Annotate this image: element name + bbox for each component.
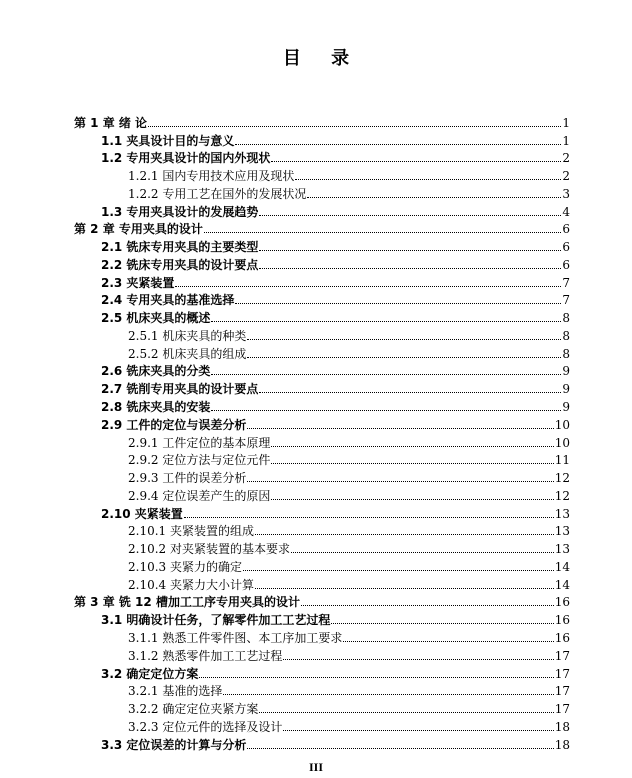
toc-entry[interactable] (74, 503, 570, 521)
toc-entry-label: 3.2.3 定位元件的选择及设计 (128, 719, 283, 734)
dot-leader (271, 499, 553, 500)
toc-entry-label: 3.1.2 熟悉零件加工工艺过程 (128, 648, 283, 663)
toc-entry-label: 2.1 铣床专用夹具的主要类型 (101, 240, 259, 255)
toc-entry-label: 1.2.2 专用工艺在国外的发展状况 (128, 186, 307, 201)
toc-entry-page-number: 18 (554, 719, 570, 734)
toc-entry[interactable] (74, 165, 570, 183)
toc-entry-page-number: 13 (554, 524, 570, 539)
toc-entry-label: 2.9.4 定位误差产生的原因 (128, 488, 271, 503)
toc-entry-label: 2.9 工件的定位与误差分析 (101, 417, 247, 432)
toc-entry[interactable] (74, 325, 570, 343)
toc-entry-page-number: 16 (554, 630, 570, 645)
toc-entry-page-number: 17 (554, 684, 570, 699)
toc-entry-page-number: 7 (562, 275, 570, 290)
toc-entry-label: 3.2 确定定位方案 (101, 666, 199, 681)
toc-entry-page-number: 1 (562, 133, 570, 148)
dot-leader (271, 446, 553, 447)
toc-entry[interactable] (74, 716, 570, 734)
toc-entry-label: 3.1 明确设计任务，了解零件加工工艺过程 (101, 613, 331, 628)
toc-entry[interactable] (74, 343, 570, 361)
toc-entry-page-number: 18 (554, 737, 570, 752)
toc-entry-page-number: 9 (562, 364, 570, 379)
toc-entry-page-number: 8 (562, 328, 570, 343)
toc-entry-label: 2.9.1 工件定位的基本原理 (128, 435, 271, 450)
toc-entry[interactable] (74, 361, 570, 379)
dot-leader (148, 126, 561, 127)
dot-leader (259, 215, 561, 216)
toc-entry-page-number: 7 (562, 293, 570, 308)
toc-entry-label: 3.1.1 熟悉工件零件图、本工序加工要求 (128, 630, 343, 645)
toc-entry-label: 2.10.2 对夹紧装置的基本要求 (128, 542, 290, 557)
toc-entry-label: 1.3 专用夹具设计的发展趋势 (101, 204, 259, 219)
toc-entry-label: 2.9.2 定位方法与定位元件 (128, 453, 271, 468)
toc-entry-page-number: 12 (554, 488, 570, 503)
toc-entry-page-number: 17 (554, 702, 570, 717)
toc-entry-label: 第 2 章 专用夹具的设计 (74, 222, 203, 237)
toc-entry-label: 1.2.1 国内专用技术应用及现状 (128, 169, 295, 184)
toc-entry-page-number: 17 (554, 666, 570, 681)
toc-entry-label: 2.7 铣削专用夹具的设计要点 (101, 382, 259, 397)
toc-entry-page-number: 10 (554, 417, 570, 432)
toc-entry[interactable] (74, 414, 570, 432)
toc-entry-page-number: 14 (554, 559, 570, 574)
toc-entry-label: 2.10.4 夹紧力大小计算 (128, 577, 254, 592)
dot-leader (235, 144, 561, 145)
dot-leader (247, 357, 561, 358)
toc-entry-page-number: 4 (562, 204, 570, 219)
toc-entry[interactable] (74, 432, 570, 450)
dot-leader (175, 286, 561, 287)
toc-entry[interactable] (74, 521, 570, 539)
toc-entry[interactable] (74, 130, 570, 148)
dot-leader (259, 268, 561, 269)
toc-entry-label: 2.6 铣床夹具的分类 (101, 364, 211, 379)
dot-leader (223, 694, 553, 695)
toc-entry-page-number: 2 (562, 151, 570, 166)
dot-leader (211, 410, 561, 411)
toc-entry-label: 2.5 机床夹具的概述 (101, 311, 211, 326)
toc-entry[interactable] (74, 485, 570, 503)
toc-entry-label: 2.3 夹紧装置 (101, 275, 175, 290)
toc-entry-label: 第 3 章 铣 12 槽加工工序专用夹具的设计 (74, 595, 300, 610)
toc-entry-page-number: 14 (554, 577, 570, 592)
dot-leader (247, 481, 553, 482)
toc-entry-page-number: 16 (554, 613, 570, 628)
toc-entry[interactable] (74, 290, 570, 308)
dot-leader (255, 534, 554, 535)
dot-leader (211, 321, 561, 322)
toc-entry[interactable] (74, 219, 570, 237)
toc-entry-label: 2.10.3 夹紧力的确定 (128, 559, 242, 574)
toc-entry-page-number: 11 (554, 453, 570, 468)
toc-entry[interactable] (74, 663, 570, 681)
dot-leader (211, 374, 561, 375)
table-of-contents (74, 112, 570, 752)
dot-leader (259, 712, 553, 713)
dot-leader (271, 463, 553, 464)
toc-entry-label: 2.2 铣床专用夹具的设计要点 (101, 257, 259, 272)
toc-entry-label: 3.3 定位误差的计算与分析 (101, 737, 247, 752)
toc-entry-page-number: 1 (562, 115, 570, 130)
dot-leader (259, 392, 561, 393)
toc-entry-page-number: 2 (562, 169, 570, 184)
dot-leader (291, 552, 554, 553)
dot-leader (283, 730, 553, 731)
toc-entry-label: 3.2.2 确定定位夹紧方案 (128, 702, 259, 717)
dot-leader (283, 659, 553, 660)
toc-entry[interactable] (74, 609, 570, 627)
toc-entry-page-number: 13 (554, 506, 570, 521)
toc-entry-label: 第 1 章 绪 论 (74, 115, 148, 130)
page-number-footer: III (308, 760, 323, 774)
toc-entry-label: 1.2 专用夹具设计的国内外现状 (101, 151, 271, 166)
dot-leader (343, 641, 553, 642)
toc-entry[interactable] (74, 254, 570, 272)
dot-leader (259, 250, 561, 251)
toc-entry-page-number: 3 (562, 186, 570, 201)
toc-entry[interactable] (74, 467, 570, 485)
toc-entry-label: 3.2.1 基准的选择 (128, 684, 223, 699)
dot-leader (243, 570, 554, 571)
dot-leader (184, 517, 554, 518)
toc-entry-label: 2.5.2 机床夹具的组成 (128, 346, 247, 361)
toc-entry-page-number: 6 (562, 240, 570, 255)
dot-leader (255, 588, 554, 589)
toc-entry[interactable] (74, 183, 570, 201)
dot-leader (295, 179, 561, 180)
toc-entry[interactable] (74, 645, 570, 663)
toc-entry-label: 2.9.3 工件的误差分析 (128, 471, 247, 486)
dot-leader (247, 428, 553, 429)
toc-entry[interactable] (74, 450, 570, 468)
toc-entry-label: 2.5.1 机床夹具的种类 (128, 328, 247, 343)
toc-entry[interactable] (74, 627, 570, 645)
toc-entry-label: 2.10.1 夹紧装置的组成 (128, 524, 254, 539)
toc-entry[interactable] (74, 734, 570, 752)
dot-leader (235, 303, 561, 304)
toc-entry-page-number: 6 (562, 222, 570, 237)
toc-title: 目 录 (282, 48, 362, 69)
dot-leader (199, 677, 553, 678)
dot-leader (247, 339, 561, 340)
toc-entry-page-number: 17 (554, 648, 570, 663)
toc-entry[interactable] (74, 112, 570, 130)
toc-entry[interactable] (74, 592, 570, 610)
toc-entry-page-number: 9 (562, 400, 570, 415)
toc-entry-page-number: 16 (554, 595, 570, 610)
toc-entry-page-number: 6 (562, 257, 570, 272)
toc-entry-page-number: 12 (554, 471, 570, 486)
toc-entry-label: 2.4 专用夹具的基准选择 (101, 293, 235, 308)
toc-entry-label: 2.8 铣床夹具的安装 (101, 400, 211, 415)
dot-leader (271, 161, 561, 162)
toc-entry-page-number: 8 (562, 311, 570, 326)
dot-leader (301, 605, 554, 606)
toc-entry[interactable] (74, 556, 570, 574)
toc-entry[interactable] (74, 378, 570, 396)
toc-entry[interactable] (74, 236, 570, 254)
toc-entry[interactable] (74, 396, 570, 414)
toc-entry[interactable] (74, 201, 570, 219)
toc-entry-page-number: 13 (554, 542, 570, 557)
dot-leader (331, 623, 553, 624)
toc-entry-page-number: 9 (562, 382, 570, 397)
toc-entry[interactable] (74, 538, 570, 556)
toc-entry-page-number: 10 (554, 435, 570, 450)
dot-leader (307, 197, 561, 198)
toc-entry[interactable] (74, 148, 570, 166)
toc-entry-page-number: 8 (562, 346, 570, 361)
toc-entry[interactable] (74, 574, 570, 592)
toc-entry[interactable] (74, 272, 570, 290)
toc-entry-label: 2.10 夹紧装置 (101, 506, 183, 521)
toc-entry-label: 1.1 夹具设计目的与意义 (101, 133, 235, 148)
toc-entry[interactable] (74, 698, 570, 716)
dot-leader (204, 232, 561, 233)
dot-leader (247, 748, 553, 749)
toc-entry[interactable] (74, 307, 570, 325)
toc-entry[interactable] (74, 681, 570, 699)
